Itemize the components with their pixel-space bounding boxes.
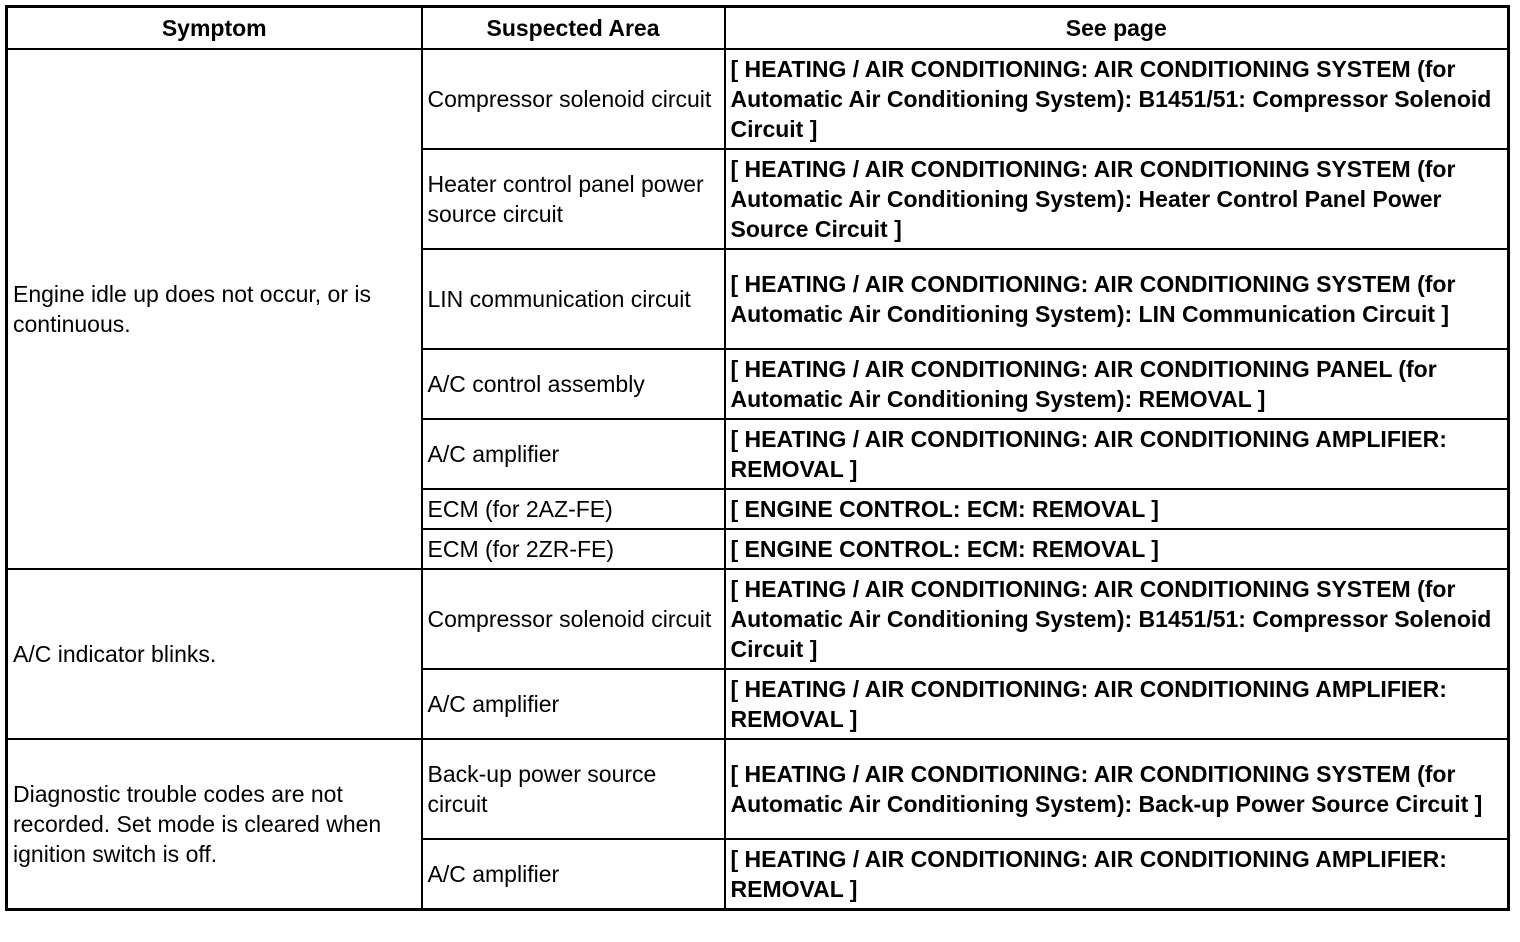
suspected-area-cell: A/C control assembly [422, 349, 725, 419]
header-see-page: See page [725, 7, 1509, 50]
header-symptom: Symptom [7, 7, 422, 50]
see-page-link[interactable]: [ HEATING / AIR CONDITIONING: AIR CONDITIONING SYSTEM (for Automatic Air Conditioning System): LIN Communication Circuit ] [725, 249, 1509, 349]
suspected-area-cell: Compressor solenoid circuit [422, 49, 725, 149]
see-page-link[interactable]: [ ENGINE CONTROL: ECM: REMOVAL ] [725, 529, 1509, 569]
see-page-link[interactable]: [ HEATING / AIR CONDITIONING: AIR CONDITIONING SYSTEM (for Automatic Air Conditioning System): B1451/51: Compressor Solenoid Circuit ] [725, 49, 1509, 149]
symptom-cell: Engine idle up does not occur, or is continuous. [7, 49, 422, 569]
symptom-cell: A/C indicator blinks. [7, 569, 422, 739]
suspected-area-cell: Compressor solenoid circuit [422, 569, 725, 669]
header-suspected-area: Suspected Area [422, 7, 725, 50]
see-page-link[interactable]: [ ENGINE CONTROL: ECM: REMOVAL ] [725, 489, 1509, 529]
suspected-area-cell: Back-up power source circuit [422, 739, 725, 839]
suspected-area-cell: A/C amplifier [422, 419, 725, 489]
suspected-area-cell: ECM (for 2ZR-FE) [422, 529, 725, 569]
table-row [7, 569, 1509, 669]
see-page-link[interactable]: [ HEATING / AIR CONDITIONING: AIR CONDITIONING AMPLIFIER: REMOVAL ] [725, 669, 1509, 739]
see-page-link[interactable]: [ HEATING / AIR CONDITIONING: AIR CONDITIONING SYSTEM (for Automatic Air Conditioning System): Back-up Power Source Circuit ] [725, 739, 1509, 839]
header-row [7, 7, 1509, 50]
suspected-area-cell: A/C amplifier [422, 669, 725, 739]
suspected-area-cell: A/C amplifier [422, 839, 725, 910]
table-row [7, 49, 1509, 149]
see-page-link[interactable]: [ HEATING / AIR CONDITIONING: AIR CONDITIONING AMPLIFIER: REMOVAL ] [725, 839, 1509, 910]
see-page-link[interactable]: [ HEATING / AIR CONDITIONING: AIR CONDITIONING SYSTEM (for Automatic Air Conditioning System): B1451/51: Compressor Solenoid Circuit ] [725, 569, 1509, 669]
suspected-area-cell: Heater control panel power source circuit [422, 149, 725, 249]
see-page-link[interactable]: [ HEATING / AIR CONDITIONING: AIR CONDITIONING SYSTEM (for Automatic Air Conditioning System): Heater Control Panel Power Source Circuit ] [725, 149, 1509, 249]
table-row [7, 739, 1509, 839]
see-page-link[interactable]: [ HEATING / AIR CONDITIONING: AIR CONDITIONING PANEL (for Automatic Air Conditioning System): REMOVAL ] [725, 349, 1509, 419]
see-page-link[interactable]: [ HEATING / AIR CONDITIONING: AIR CONDITIONING AMPLIFIER: REMOVAL ] [725, 419, 1509, 489]
suspected-area-cell: ECM (for 2AZ-FE) [422, 489, 725, 529]
problem-symptoms-table [5, 5, 1510, 911]
suspected-area-cell: LIN communication circuit [422, 249, 725, 349]
symptom-cell: Diagnostic trouble codes are not recorded. Set mode is cleared when ignition switch is off. [7, 739, 422, 910]
table-wrapper [5, 5, 1510, 911]
